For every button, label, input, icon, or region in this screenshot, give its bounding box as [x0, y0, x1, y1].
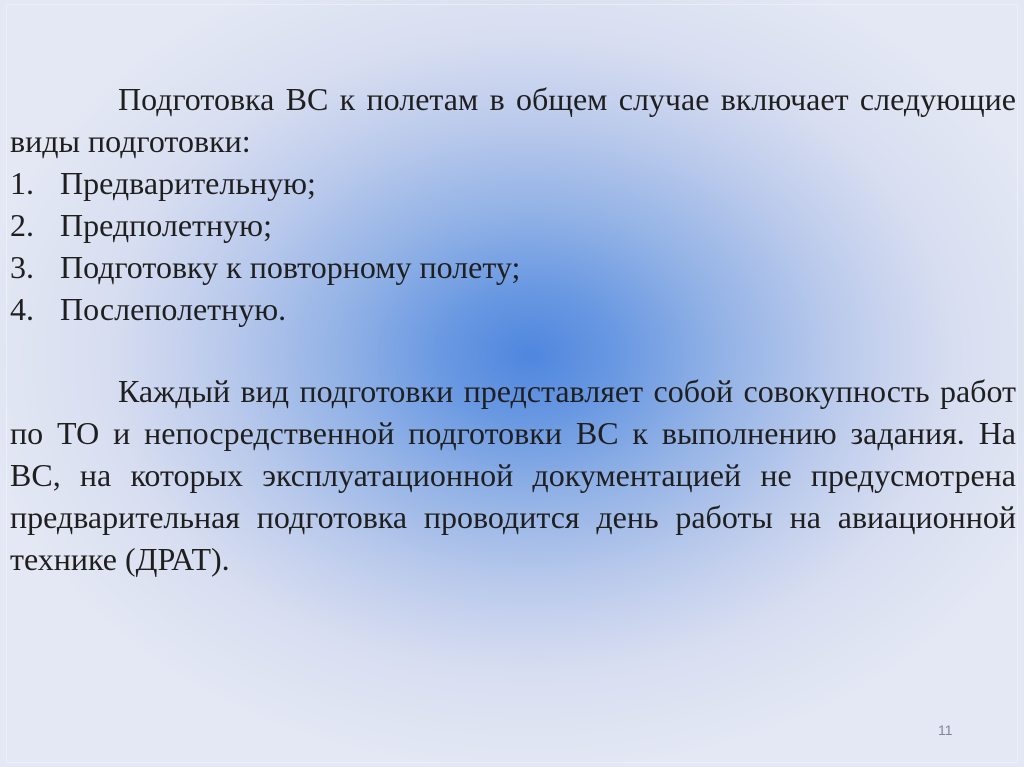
slide-content [10, 78, 1016, 580]
paragraph-spacer [10, 330, 1016, 370]
list-item-text: Предварительную; [60, 165, 316, 201]
list-item-number: 4. [10, 291, 34, 327]
list-item [10, 162, 1016, 204]
page-number: 11 [938, 722, 953, 738]
intro-paragraph: Подготовка ВС к полетам в общем случае включает следующие виды подготовки: [10, 81, 1016, 159]
list-item-number: 2. [10, 207, 34, 243]
list-item-text: Предполетную; [60, 207, 272, 243]
list-item [10, 246, 1016, 288]
list-item-text: Послеполетную. [60, 291, 287, 327]
list-item-number: 3. [10, 249, 34, 285]
preparation-types-list [10, 162, 1016, 330]
list-item-number: 1. [10, 165, 34, 201]
list-item-text: Подготовку к повторному полету; [60, 249, 521, 285]
list-item [10, 288, 1016, 330]
list-item [10, 204, 1016, 246]
body-paragraph: Каждый вид подготовки представляет собой совокупность работ по ТО и непосредственной подготовки ВС к выполнению задания. На ВС, на которых эксплуатационной документацией не предусмотрена предварительная подготовка проводится день работы на авиационной технике (ДРАТ). [10, 373, 1016, 577]
